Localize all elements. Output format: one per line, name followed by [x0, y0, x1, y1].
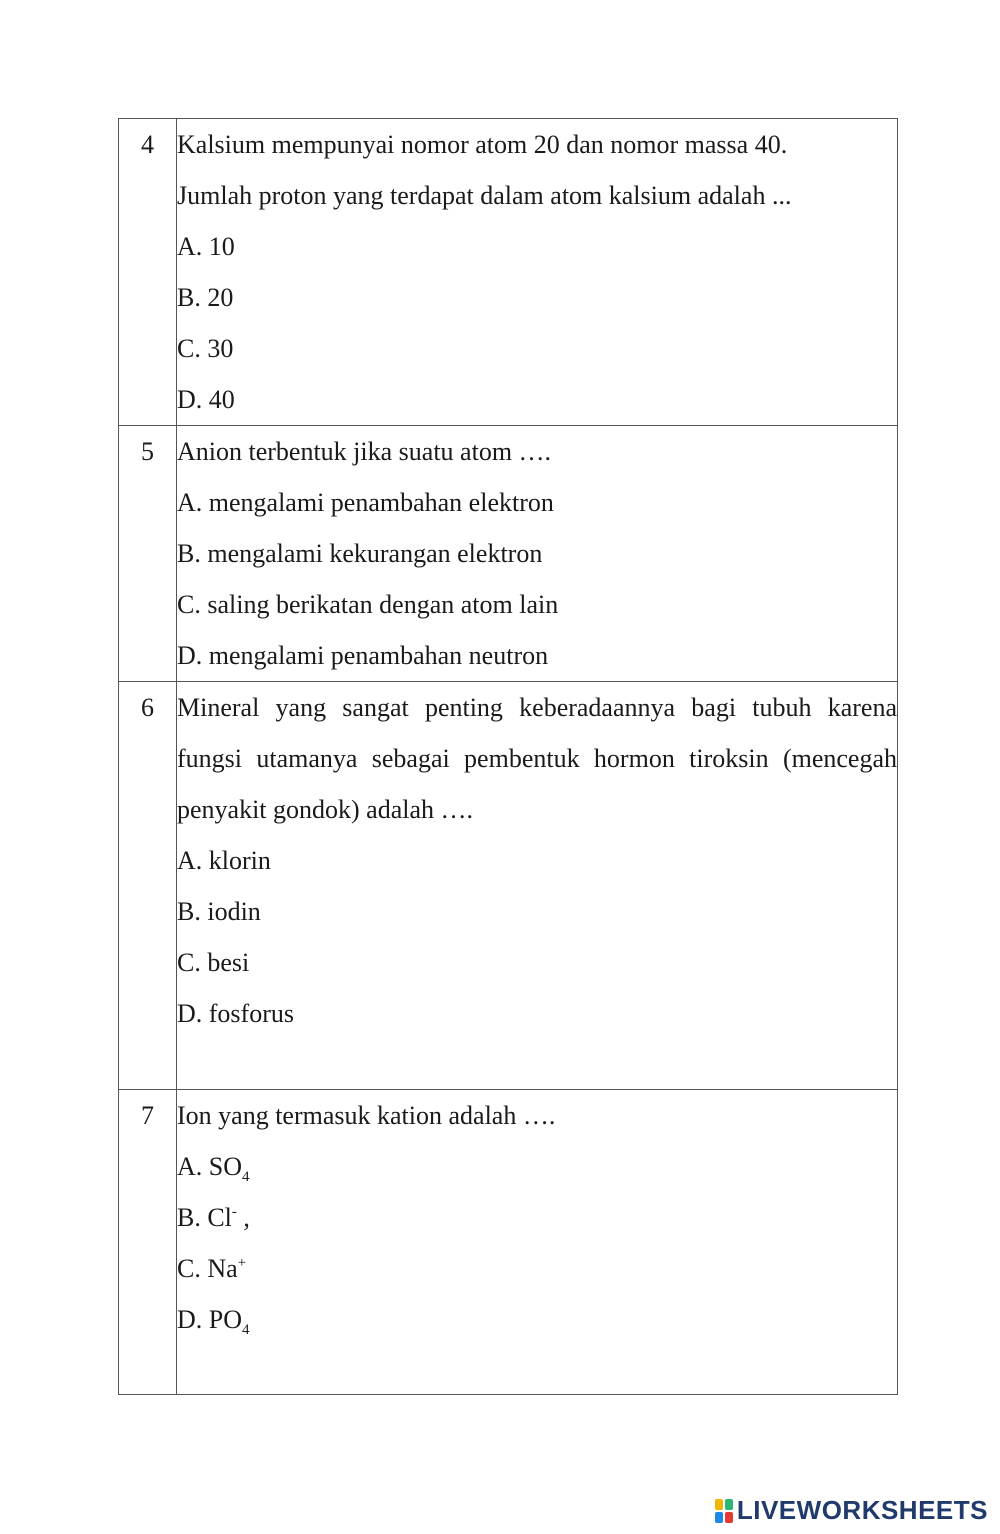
subscript: 4	[242, 1169, 250, 1185]
question-number: 5	[119, 426, 177, 682]
option-c[interactable]	[177, 1243, 897, 1294]
option-label: C. Na	[177, 1254, 238, 1283]
option-label: A. SO	[177, 1152, 243, 1181]
liveworksheets-logo[interactable]	[715, 1495, 988, 1526]
option-a[interactable]: A. klorin	[177, 846, 271, 875]
superscript: +	[237, 1255, 247, 1271]
logo-square-icon	[715, 1512, 723, 1523]
option-a[interactable]	[177, 1141, 897, 1192]
option-label: D. PO	[177, 1305, 243, 1334]
logo-square-icon	[725, 1499, 733, 1510]
logo-square-icon	[715, 1499, 723, 1510]
option-b[interactable]: B. iodin	[177, 897, 261, 926]
brand-name: LIVEWORKSHEETS	[736, 1495, 988, 1525]
option-b[interactable]	[177, 1192, 897, 1243]
option-d[interactable]: D. fosforus	[177, 999, 294, 1028]
logo-square-icon	[725, 1512, 733, 1523]
question-content	[177, 119, 898, 426]
question-row	[119, 682, 898, 1090]
question-stem: Jumlah proton yang terdapat dalam atom kalsium adalah ...	[177, 181, 792, 210]
question-number: 7	[119, 1090, 177, 1395]
superscript: -	[231, 1204, 237, 1220]
question-row	[119, 119, 898, 426]
question-content	[177, 426, 898, 682]
question-table	[118, 118, 898, 1395]
question-row	[119, 1090, 898, 1395]
option-suffix: ,	[236, 1203, 250, 1232]
option-a[interactable]: A. mengalami penambahan elektron	[177, 488, 554, 517]
question-content	[177, 1090, 898, 1395]
logo-mark-icon	[715, 1499, 733, 1523]
option-d[interactable]: D. mengalami penambahan neutron	[177, 641, 549, 670]
option-a[interactable]: A. 10	[177, 232, 235, 261]
question-stem: Ion yang termasuk kation adalah ….	[177, 1101, 556, 1130]
question-stem: Mineral yang sangat penting keberadaannya bagi tubuh karena fungsi utamanya sebagai pembentuk hormon tiroksin (mencegah penyakit gondok) adalah ….	[177, 693, 897, 824]
question-stem: Anion terbentuk jika suatu atom ….	[177, 437, 552, 466]
option-label: B. Cl	[177, 1203, 232, 1232]
option-c[interactable]: C. 30	[177, 334, 234, 363]
option-d[interactable]	[177, 1294, 897, 1345]
option-d[interactable]: D. 40	[177, 385, 235, 414]
option-b[interactable]: B. mengalami kekurangan elektron	[177, 539, 543, 568]
subscript: 4	[242, 1322, 250, 1338]
option-b[interactable]: B. 20	[177, 283, 234, 312]
question-row	[119, 426, 898, 682]
question-number: 4	[119, 119, 177, 426]
question-content	[177, 682, 898, 1090]
option-c[interactable]: C. besi	[177, 948, 250, 977]
question-number: 6	[119, 682, 177, 1090]
option-c[interactable]: C. saling berikatan dengan atom lain	[177, 590, 559, 619]
question-stem: Kalsium mempunyai nomor atom 20 dan nomor massa 40.	[177, 130, 788, 159]
